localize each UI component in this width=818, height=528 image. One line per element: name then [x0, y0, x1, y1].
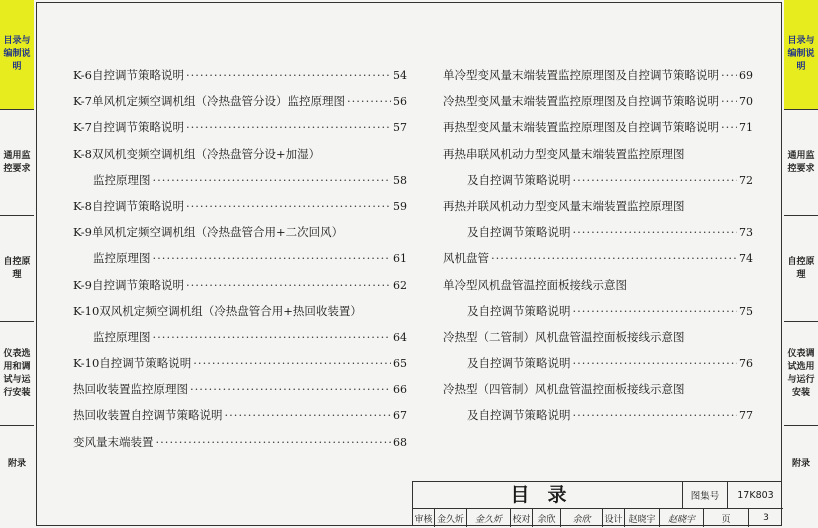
toc-leader-dots: [573, 167, 738, 193]
toc-leader-dots: [721, 114, 737, 140]
toc-entry[interactable]: [443, 141, 753, 167]
designer-signature: 赵晓宇: [660, 509, 704, 527]
toc-entry[interactable]: [443, 272, 753, 298]
toc-entry-title: K-10双风机定频空调机组（冷热盘管合用+热回收装置）: [73, 303, 362, 318]
section-tab-label: 目录与编制说明: [3, 36, 31, 72]
toc-page-number: 67: [393, 409, 407, 423]
designer-name: 赵晓宇: [625, 509, 660, 527]
title-block-signatures: [413, 509, 783, 527]
toc-page-number: 57: [393, 121, 407, 135]
toc-leader-dots: [186, 193, 391, 219]
title-block-title: 目录: [413, 482, 683, 509]
atlas-number-value: 17K803: [728, 482, 783, 509]
toc-entry[interactable]: [443, 114, 753, 140]
toc-entry-title: 单冷型风机盘管温控面板接线示意图: [443, 277, 627, 292]
toc-page-number: 54: [393, 69, 407, 82]
toc-entry[interactable]: [73, 324, 407, 350]
toc-leader-dots: [186, 114, 391, 140]
toc-entry[interactable]: [73, 272, 407, 298]
toc-entry[interactable]: [73, 350, 407, 376]
section-tab-label: 仪表选用和调试与运行安装: [3, 348, 31, 398]
toc-entry-title: 再热型变风量末端装置监控原理图及自控调节策略说明: [443, 120, 719, 135]
toc-entry-title: 变风量末端装置: [73, 434, 154, 449]
checker-signature: 余欣: [561, 509, 603, 527]
section-tab-0[interactable]: [784, 0, 818, 110]
section-tab-label: 目录与编制说明: [787, 36, 815, 72]
toc-page-number: 58: [393, 173, 407, 187]
toc-entry[interactable]: [73, 193, 407, 219]
reviewer-signature: 金久炘: [467, 509, 511, 527]
design-label: 设计: [603, 509, 625, 527]
section-tab-1[interactable]: [0, 110, 34, 216]
toc-entry-title: K-6自控调节策略说明: [73, 68, 184, 82]
toc-entry[interactable]: [443, 298, 753, 324]
toc-page-number: 73: [739, 226, 753, 240]
toc-page-number: 77: [739, 409, 753, 423]
toc-leader-dots: [186, 62, 391, 88]
atlas-number-label: 图集号: [683, 482, 728, 509]
page-label: 页: [704, 509, 749, 527]
section-tab-label: 仪表调试选用与运行安装: [787, 348, 815, 398]
checker-name: 余欣: [533, 509, 561, 527]
toc-leader-dots: [156, 429, 392, 455]
toc-page-number: 65: [393, 357, 407, 371]
section-tab-label: 附录: [791, 459, 810, 469]
toc-entry[interactable]: [443, 245, 753, 271]
toc-entry[interactable]: [443, 219, 753, 245]
toc-leader-dots: [491, 245, 737, 271]
review-label: 审核: [413, 509, 435, 527]
section-tab-3[interactable]: [784, 322, 818, 426]
toc-leader-dots: [573, 219, 738, 245]
toc-entry-title: 再热并联风机动力型变风量末端装置监控原理图: [443, 198, 685, 213]
toc-entry-title: 冷热型（二管制）风机盘管温控面板接线示意图: [443, 329, 685, 344]
toc-page-number: 69: [739, 69, 753, 82]
toc-entry-title: 冷热型（四管制）风机盘管温控面板接线示意图: [443, 382, 685, 397]
toc-page-number: 71: [739, 121, 753, 135]
toc-entry[interactable]: [73, 88, 407, 114]
toc-leader-dots: [573, 298, 738, 324]
toc-entry[interactable]: [73, 376, 407, 402]
section-tab-2[interactable]: [0, 216, 34, 322]
toc-page-number: 75: [739, 304, 753, 318]
toc-entry[interactable]: [443, 350, 753, 376]
toc-entry[interactable]: [443, 88, 753, 114]
title-block: [412, 481, 782, 526]
toc-page-number: 72: [739, 173, 753, 187]
toc-leader-dots: [153, 167, 392, 193]
right-section-tabs: [784, 0, 818, 528]
toc-entry[interactable]: [73, 245, 407, 271]
toc-entry-title: 热回收装置自控调节策略说明: [73, 408, 223, 423]
toc-entry-title: 再热串联风机动力型变风量末端装置监控原理图: [443, 146, 685, 161]
toc-column-right: [443, 62, 753, 429]
section-tab-label: 附录: [7, 459, 26, 469]
toc-entry-title: K-8双风机变频空调机组（冷热盘管分设+加湿）: [73, 146, 321, 161]
toc-leader-dots: [153, 245, 392, 271]
toc-page-number: 74: [739, 252, 753, 266]
toc-entry[interactable]: [443, 193, 753, 219]
toc-entry-title: K-7单风机定频空调机组（冷热盘管分设）监控原理图: [73, 94, 345, 109]
toc-entry-title: 冷热型变风量末端装置监控原理图及自控调节策略说明: [443, 94, 719, 109]
toc-entry-title: 风机盘管: [443, 251, 489, 266]
section-tab-3[interactable]: [0, 322, 34, 426]
left-section-tabs: [0, 0, 34, 528]
toc-page-number: 76: [739, 357, 753, 371]
toc-page-number: 68: [393, 435, 407, 449]
toc-page-number: 66: [393, 383, 407, 397]
toc-entry[interactable]: [73, 167, 407, 193]
toc-leader-dots: [153, 324, 392, 350]
toc-entry-title: 及自控调节策略说明: [467, 356, 571, 371]
toc-entry-title: 及自控调节策略说明: [467, 303, 571, 318]
toc-leader-dots: [573, 350, 738, 376]
toc-entry-title: K-10自控调节策略说明: [73, 356, 192, 371]
toc-page-number: 56: [393, 95, 407, 109]
toc-leader-dots: [721, 62, 737, 88]
toc-entry[interactable]: [73, 62, 407, 88]
toc-page-number: 64: [393, 330, 407, 344]
toc-leader-dots: [186, 272, 391, 298]
section-tab-label: 自控原理: [787, 256, 815, 280]
toc-leader-dots: [225, 402, 392, 428]
toc-entry-title: K-9单风机定频空调机组（冷热盘管合用+二次回风）: [73, 225, 344, 240]
section-tab-1[interactable]: [784, 110, 818, 216]
toc-entry[interactable]: [73, 402, 407, 428]
toc-entry[interactable]: [443, 376, 753, 402]
toc-entry-title: 单冷型变风量末端装置监控原理图及自控调节策略说明: [443, 68, 719, 82]
toc-leader-dots: [721, 88, 737, 114]
toc-entry[interactable]: [443, 324, 753, 350]
section-tab-2[interactable]: [784, 216, 818, 322]
toc-entry[interactable]: [73, 114, 407, 140]
toc-page-number: 70: [739, 95, 753, 109]
toc-column-left: [73, 62, 407, 455]
toc-entry[interactable]: [73, 298, 407, 324]
toc-leader-dots: [190, 376, 391, 402]
toc-entry-title: K-7自控调节策略说明: [73, 120, 184, 135]
check-label: 校对: [511, 509, 533, 527]
toc-entry[interactable]: [73, 429, 407, 455]
reviewer-name: 金久炘: [435, 509, 467, 527]
toc-entry[interactable]: [73, 141, 407, 167]
toc-entry-title: 及自控调节策略说明: [467, 172, 571, 187]
toc-entry[interactable]: [73, 219, 407, 245]
toc-entry[interactable]: [443, 167, 753, 193]
toc-entry[interactable]: [443, 402, 753, 428]
toc-entry-title: 监控原理图: [93, 251, 151, 266]
section-tab-label: 通用监控要求: [787, 150, 815, 174]
toc-entry-title: 及自控调节策略说明: [467, 408, 571, 423]
section-tab-0[interactable]: [0, 0, 34, 110]
page-number: 3: [763, 513, 769, 523]
toc-entry-title: 及自控调节策略说明: [467, 225, 571, 240]
section-tab-4[interactable]: [0, 426, 34, 528]
toc-entry[interactable]: [443, 62, 753, 88]
toc-leader-dots: [573, 402, 738, 428]
toc-entry-title: 热回收装置监控原理图: [73, 382, 188, 397]
toc-entry-title: 监控原理图: [93, 329, 151, 344]
toc-page-number: 62: [393, 278, 407, 292]
section-tab-label: 通用监控要求: [3, 150, 31, 174]
toc-leader-dots: [347, 88, 391, 114]
section-tab-label: 自控原理: [3, 256, 31, 280]
toc-page-number: 61: [393, 252, 407, 266]
toc-page-number: 59: [393, 199, 407, 213]
toc-leader-dots: [193, 350, 391, 376]
toc-entry-title: K-8自控调节策略说明: [73, 198, 184, 213]
toc-entry-title: 监控原理图: [93, 172, 151, 187]
section-tab-4[interactable]: [784, 426, 818, 528]
toc-entry-title: K-9自控调节策略说明: [73, 277, 184, 292]
